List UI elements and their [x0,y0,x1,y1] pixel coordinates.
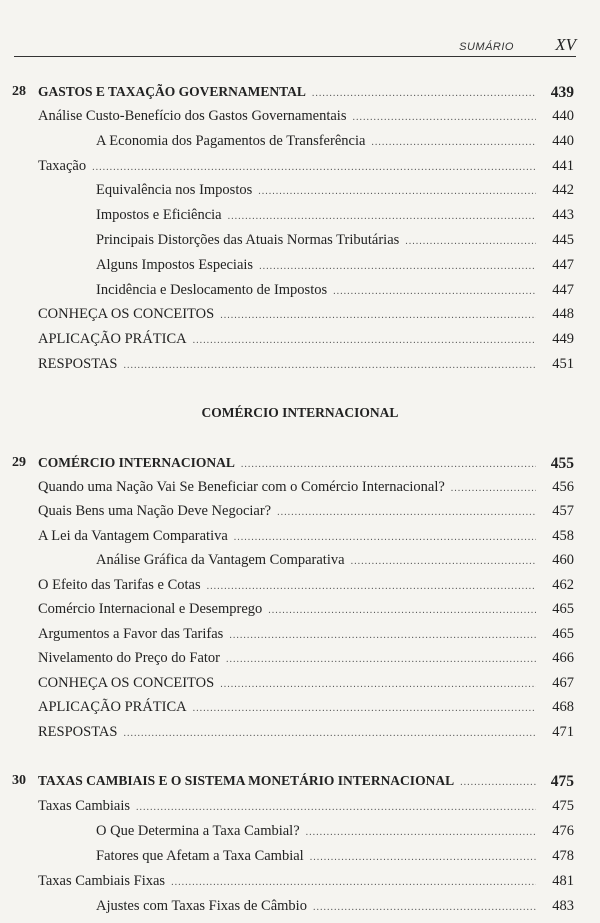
chapter-number: 28 [12,84,26,99]
toc-title: Principais Distorções das Atuais Normas Tributárias [96,232,400,248]
toc-title: Impostos e Eficiência [96,207,222,223]
toc-page: 460 [552,552,574,568]
toc-entry[interactable] [0,848,600,868]
toc-entry[interactable] [0,699,600,719]
toc-page: 442 [552,182,574,198]
toc-entry[interactable] [0,306,600,326]
toc-entry[interactable] [0,798,600,818]
toc-title: Alguns Impostos Especiais [96,257,254,273]
toc-page: 445 [552,232,574,248]
toc-entry[interactable] [0,257,600,277]
toc-page: 449 [552,331,574,347]
toc-title: RESPOSTAS [38,356,118,372]
toc-entry[interactable] [0,724,600,744]
toc-title: Fatores que Afetam a Taxa Cambial [96,848,304,864]
toc-page: 462 [552,577,574,593]
toc-page: 478 [552,848,574,864]
toc-page: 439 [550,84,574,101]
toc-title: Quando uma Nação Vai Se Beneficiar com o Comércio Internacional? [38,479,445,495]
toc-page: 476 [552,823,574,839]
chapter-number: 30 [12,773,26,788]
toc-title: Análise Gráfica da Vantagem Comparativa [96,552,345,568]
toc-title: Análise Custo-Benefício dos Gastos Governamentais [38,108,347,124]
toc-entry[interactable] [0,232,600,252]
toc-page: 458 [552,528,574,544]
toc-title: A Lei da Vantagem Comparativa [38,528,228,544]
toc-title: CONHEÇA OS CONCEITOS [38,675,215,691]
toc-page: 481 [552,873,574,889]
toc-page: 441 [552,158,574,174]
toc-page: 456 [552,479,574,495]
toc-page: 475 [552,798,574,814]
toc-title: Taxas Cambiais Fixas [38,873,166,889]
toc-title: TAXAS CAMBIAIS E O SISTEMA MONETÁRIO INTERNACIONAL [38,773,455,788]
toc-entry[interactable] [0,552,600,572]
toc-chapter-30[interactable] [0,773,600,793]
toc-page: 451 [552,356,574,372]
toc-entry[interactable] [0,898,600,918]
toc-entry[interactable] [0,133,600,153]
toc-entry[interactable] [0,626,600,646]
toc-chapter-28[interactable] [0,84,600,104]
toc-page: 465 [552,601,574,617]
toc-entry[interactable] [0,601,600,621]
toc-title: COMÉRCIO INTERNACIONAL [38,455,235,470]
toc-entry[interactable] [0,823,600,843]
toc-page: 440 [552,133,574,149]
toc-page: 443 [552,207,574,223]
chapter-number: 29 [12,455,26,470]
toc-page: 447 [552,282,574,298]
toc-page: 455 [550,455,574,472]
toc-title: Taxas Cambiais [38,798,131,814]
toc-entry[interactable] [0,479,600,499]
toc-entry[interactable] [0,207,600,227]
toc-page: 465 [552,626,574,642]
toc-title: O Efeito das Tarifas e Cotas [38,577,201,593]
toc-entry[interactable] [0,356,600,376]
toc-title: Incidência e Deslocamento de Impostos [96,282,328,298]
toc-title: Equivalência nos Impostos [96,182,253,198]
toc-title: Quais Bens uma Nação Deve Negociar? [38,503,272,519]
toc-entry[interactable] [0,577,600,597]
toc-title: O Que Determina a Taxa Cambial? [96,823,300,839]
toc-title: Nivelamento do Preço do Fator [38,650,221,666]
toc-title: APLICAÇÃO PRÁTICA [38,699,187,715]
toc-title: APLICAÇÃO PRÁTICA [38,331,187,347]
toc-entry[interactable] [0,873,600,893]
toc-entry[interactable] [0,158,600,178]
toc-title: RESPOSTAS [38,724,118,740]
toc-page: 475 [550,773,574,790]
toc-page: 466 [552,650,574,666]
toc-page: 440 [552,108,574,124]
toc-page: 457 [552,503,574,519]
toc-entry[interactable] [0,528,600,548]
toc-page: 468 [552,699,574,715]
toc-entry[interactable] [0,650,600,670]
toc-title: Comércio Internacional e Desemprego [38,601,263,617]
toc-title: Taxação [38,158,87,174]
toc-title: GASTOS E TAXAÇÃO GOVERNAMENTAL [38,84,306,99]
toc-page: 448 [552,306,574,322]
header-page-number: XV [555,35,576,54]
toc-page: 483 [552,898,574,914]
toc-title: Argumentos a Favor das Tarifas [38,626,224,642]
toc-chapter-29[interactable] [0,455,600,475]
toc-entry[interactable] [0,108,600,128]
toc-entry[interactable] [0,182,600,202]
toc-title: A Economia dos Pagamentos de Transferência [96,133,366,149]
toc-entry[interactable] [0,282,600,302]
toc-title: CONHEÇA OS CONCEITOS [38,306,215,322]
toc-page: 471 [552,724,574,740]
header-section-title: SUMÁRIO [459,41,514,53]
toc-entry[interactable] [0,675,600,695]
part-heading: COMÉRCIO INTERNACIONAL [201,405,399,420]
toc-title: Ajustes com Taxas Fixas de Câmbio [96,898,307,914]
toc-entry[interactable] [0,331,600,351]
toc-page: 447 [552,257,574,273]
toc-entry[interactable] [0,503,600,523]
toc-page: 467 [552,675,574,691]
